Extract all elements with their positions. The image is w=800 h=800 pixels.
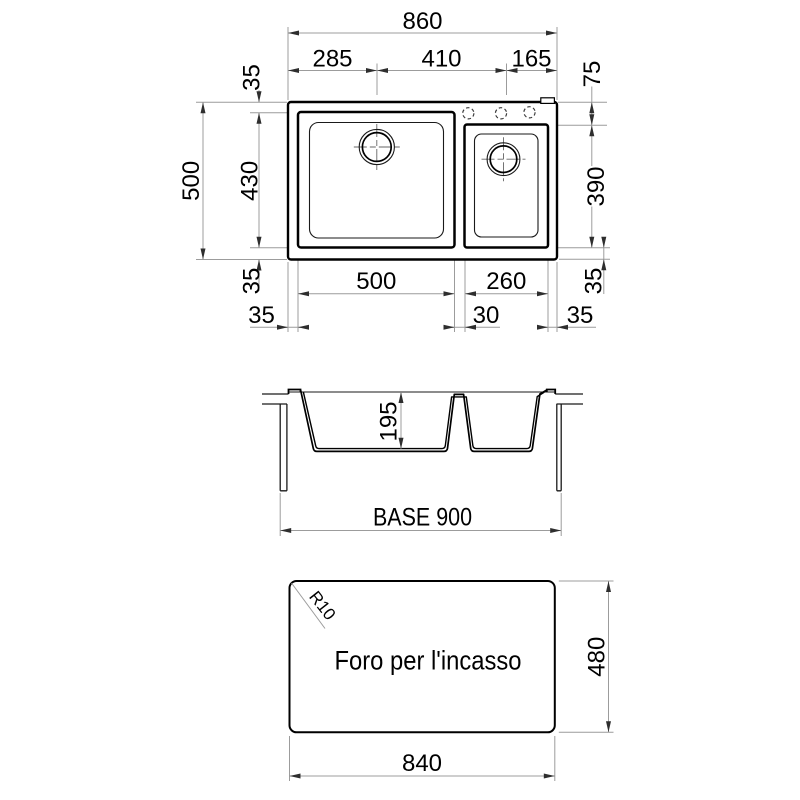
dim-rim-top: 35 [238, 64, 266, 91]
cutout-view [290, 581, 614, 781]
cabinet-panel-left [280, 404, 287, 491]
brand-plate [541, 98, 555, 104]
dim-cutout-width-group [290, 736, 555, 781]
dim-rim-widths-group [248, 302, 596, 329]
dim-drain-row-group [288, 46, 557, 73]
dim-base-cabinet-group [280, 493, 561, 536]
sink-profile-inner [303, 392, 544, 448]
cabinet-panel-right [557, 404, 561, 491]
dim-small-bowl-depth: 390 [583, 166, 610, 207]
dim-rim-bottom-right: 35 [580, 267, 608, 295]
dim-overall-width-group [288, 8, 557, 35]
dim-drain-offset-right: 165 [511, 45, 552, 73]
dim-rim-bottom-left: 35 [238, 267, 266, 295]
dim-drain-spacing: 410 [421, 45, 462, 73]
dim-cutout-width: 840 [401, 750, 443, 777]
dim-small-bowl-width: 260 [486, 268, 527, 295]
dim-cutout-height: 480 [583, 636, 611, 677]
dim-rim-right: 35 [566, 302, 594, 329]
cutout-label: Foro per l'incasso [334, 645, 522, 676]
dim-corner-radius: R10 [305, 587, 340, 624]
dim-small-bowl-top-offset: 75 [579, 60, 606, 88]
dim-base-cabinet: BASE 900 [373, 503, 472, 532]
dim-rim-left: 35 [248, 302, 275, 329]
dim-overall-depth: 500 [178, 160, 205, 201]
sink-profile-outer [301, 390, 547, 451]
dim-main-bowl-width: 500 [356, 268, 397, 295]
top-view [178, 8, 610, 332]
dim-bowl-height: 195 [375, 401, 403, 442]
dim-main-bowl-depth: 430 [236, 160, 264, 201]
dim-bowl-gap: 30 [472, 302, 500, 329]
dim-cutout-height-group [559, 581, 614, 732]
dim-overall-width: 860 [402, 8, 443, 35]
countertop-left [262, 394, 289, 404]
dim-bowl-height-group [376, 392, 403, 449]
dim-bowl-widths-group [298, 268, 548, 295]
section-view [262, 390, 583, 537]
dim-drain-offset-left: 285 [312, 45, 353, 73]
countertop-right [555, 394, 583, 404]
